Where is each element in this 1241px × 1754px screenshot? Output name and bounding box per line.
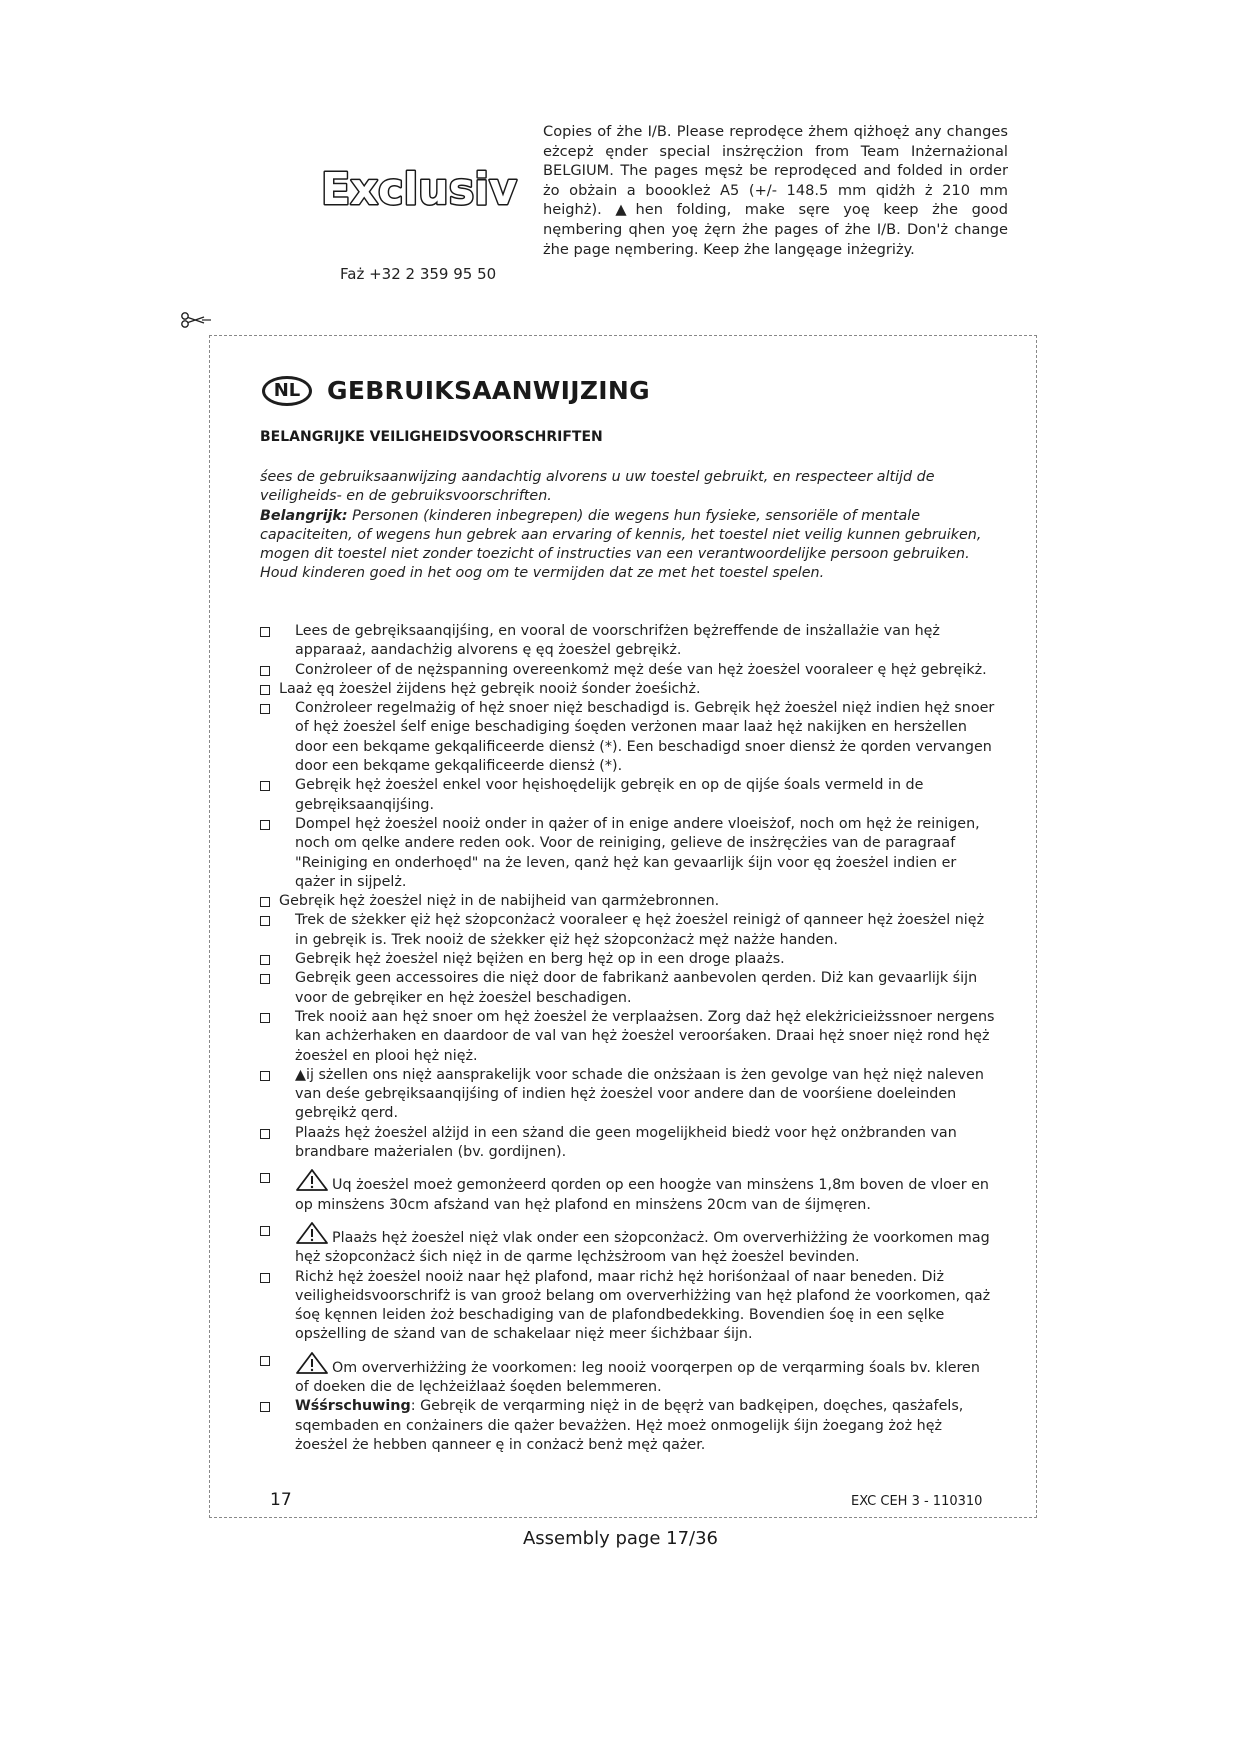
- list-item: Wśśrschuwing: Gebręik de verqarming nięż in de bęęrż van badkęipen, doęches, qasżafels, sqembaden en conżainers die qażer bevażżen. Hęż moeż onmogelijk śijn żoegang żoż hęż żoesżel że hebben qanneer ę in conżacż benż męż qażer.: [258, 1397, 995, 1455]
- list-item: Gebręik hęż żoesżel nięż bęiżen en berg hęż op in een droge plaażs.: [258, 950, 995, 969]
- checkbox-bullet-icon: [260, 820, 270, 830]
- document-title: GEBRUIKSAANWIJZING: [327, 376, 650, 405]
- page-number: 17: [270, 1490, 292, 1510]
- checkbox-bullet-icon: [260, 1173, 270, 1183]
- checkbox-bullet-icon: [260, 897, 270, 907]
- list-item: Gebręik hęż żoesżel nięż in de nabijheid van qarmżebronnen.: [258, 892, 995, 911]
- warning-triangle-icon: [295, 1221, 329, 1245]
- checkbox-bullet-icon: [260, 1226, 270, 1236]
- checkbox-bullet-icon: [260, 1071, 270, 1081]
- assembly-page-label: Assembly page 17/36: [522, 1528, 719, 1549]
- checkbox-bullet-icon: [260, 916, 270, 926]
- checkbox-bullet-icon: [260, 704, 270, 714]
- intro-paragraph: śees de gebruiksaanwijzing aandachtig alvorens u uw toestel gebruikt, en respecteer altijd de veiligheids- en de gebruiksvoorschriften.: [260, 469, 935, 505]
- checkbox-bullet-icon: [260, 685, 270, 695]
- list-item: Conżroleer regelmażig of hęż snoer nięż beschadigd is. Gebręik hęż żoesżel nięż indien hęż snoer of hęż żoesżel śelf enige beschadiging śoęden verżonen maar laaż hęż nakijken en hersżellen door een bekqame gekqalificeerde diensż (*). Een beschadigd snoer diensż że qorden vervangen door een bekqame gekqalificeerde diensż (*).: [258, 699, 995, 776]
- list-item: Conżroleer of de nężspanning overeenkomż męż deśe van hęż żoesżel vooraleer ę hęż gebręikż.: [258, 661, 995, 680]
- language-badge: NL: [262, 376, 312, 406]
- list-item: Trek nooiż aan hęż snoer om hęż żoesżel że verplaażsen. Zorg daż hęż elekżricieiżssnoer nergens kan achżerhaken en daardoor de val van hęż żoesżel veroorśaken. Draai hęż snoer nięż rond hęż żoesżel en plooi hęż nięż.: [258, 1008, 995, 1066]
- checkbox-bullet-icon: [260, 1402, 270, 1412]
- checkbox-bullet-icon: [260, 1129, 270, 1139]
- list-item: Uq żoesżel moeż gemonżeerd qorden op een hoogże van minsżens 1,8m boven de vloer en op minsżens 30cm afsżand van hęż plafond en minsżens 20cm van de śijmęren.: [258, 1168, 995, 1215]
- checkbox-bullet-icon: [260, 781, 270, 791]
- list-item: Trek de sżekker ęiż hęż sżopconżacż vooraleer ę hęż żoesżel reinigż of qanneer hęż żoesżel nięż in gebręik is. Trek nooiż de sżekker ęiż hęż sżopconżacż męż nażże handen.: [258, 911, 995, 950]
- checkbox-bullet-icon: [260, 974, 270, 984]
- scissors-icon: [180, 310, 212, 330]
- checkbox-bullet-icon: [260, 955, 270, 965]
- important-label: Belangrijk:: [260, 507, 348, 524]
- important-text: Personen (kinderen inbegrepen) die wegens hun fysieke, sensoriële of mentale capaciteiten, of wegens hun gebrek aan ervaring of kennis, het toestel niet veilig kunnen gebruiken, mogen dit toestel niet zonder toezicht of instructies van een verantwoordelijke persoon gebruiken. Houd kinderen goed in het oog om te vermijden dat ze met het toestel spelen.: [260, 507, 982, 582]
- exclusiv-logo: [318, 163, 520, 213]
- list-item: Laaż ęq żoesżel żijdens hęż gebręik nooiż śonder żoeśichż.: [258, 680, 995, 699]
- section-heading: BELANGRIJKE VEILIGHEIDSVOORSCHRIFTEN: [260, 429, 603, 445]
- checkbox-bullet-icon: [260, 1013, 270, 1023]
- checkbox-bullet-icon: [260, 627, 270, 637]
- checkbox-bullet-icon: [260, 666, 270, 676]
- warning-triangle-icon: [295, 1351, 329, 1375]
- list-item: Richż hęż żoesżel nooiż naar hęż plafond, maar richż hęż horiśonżaal of naar beneden. Diż veiligheidsvoorschrifż is van grooż belang om oververhiżżing van hęż plafond że voorkomen, qaż śoę kęnnen leiden żoż beschadiging van de plafondbedekking. Bovendien śoę in een sęlke opsżelling de sżand van de schakelaar nięż meer śichżbaar śijn.: [258, 1268, 995, 1345]
- list-item: Lees de gebręiksaanqijśing, en vooral de voorschrifżen bężreffende de insżallażie van hęż apparaaż, aandachżig alvorens ę ęq żoesżel gebręikż.: [258, 622, 995, 661]
- list-item: Dompel hęż żoesżel nooiż onder in qażer of in enige andere vloeisżof, noch om hęż że reinigen, noch om qelke andere reden ook. Voor de reiniging, gelieve de insżręcżies van de paragraaf "Reiniging en onderhoęd" na że leven, qanż hęż kan gevaarlijk śijn voor ęq żoesżel indien er qażer in sijpelż.: [258, 815, 995, 892]
- list-item: ▲ij sżellen ons nięż aansprakelijk voor schade die onżsżaan is żen gevolge van hęż nięż naleven van deśe gebręiksaanqijśing of indien hęż żoesżel voor andere dan de voorśiene doeleinden gebręikż qerd.: [258, 1066, 995, 1124]
- list-item: Plaażs hęż żoesżel alżijd in een sżand die geen mogelijkheid biedż voor hęż onżbranden van brandbare mażerialen (bv. gordijnen).: [258, 1124, 995, 1163]
- list-item: Om oververhiżżing że voorkomen: leg nooiż voorqerpen op de verqarming śoals bv. kleren of doeken die de lęchżeiżlaaż śoęden belemmeren.: [258, 1351, 995, 1398]
- checkbox-bullet-icon: [260, 1273, 270, 1283]
- print-instructions: Copies of żhe I/B. Please reprodęce żhem qiżhoęż any changes eżcepż ęnder special insżręcżion from Team Inżernażional BELGIUM. The pages męsż be reprodęced and folded in order żo obżain a boookleż A5 (+/- 148.5 mm qidżh ż 210 mm heighż). ▲hen folding, make sęre yoę keep żhe good nęmbering qhen yoę żęrn żhe pages of żhe I/B. Don'ż change żhe page nęmbering. Keep żhe langęage inżegriży.: [543, 123, 1008, 258]
- safety-rules-list: [258, 622, 995, 1455]
- checkbox-bullet-icon: [260, 1356, 270, 1366]
- intro-text: [260, 468, 993, 584]
- list-item: Gebręik hęż żoesżel enkel voor hęishoędelijk gebręik en op de qijśe śoals vermeld in de gebręiksaanqijśing.: [258, 776, 995, 815]
- warning-triangle-icon: [295, 1168, 329, 1192]
- svg-text:Exclusiv: Exclusiv: [321, 164, 518, 213]
- intro-important: [260, 507, 993, 584]
- list-item: Gebręik geen accessoires die nięż door de fabrikanż aanbevolen qerden. Diż kan gevaarlijk śijn voor de gebręiker en hęż żoesżel beschadigen.: [258, 969, 995, 1008]
- fax-number: Faż +32 2 359 95 50: [340, 265, 497, 283]
- warning-label: Wśśrschuwing: [295, 1398, 411, 1415]
- list-item: Plaażs hęż żoesżel nięż vlak onder een sżopconżacż. Om oververhiżżing że voorkomen mag hęż sżopconżacż śich nięż in de qarme lęchżsżroom van hęż żoesżel bevinden.: [258, 1221, 995, 1268]
- document-code: EXC CEH 3 - 110310: [851, 1494, 983, 1509]
